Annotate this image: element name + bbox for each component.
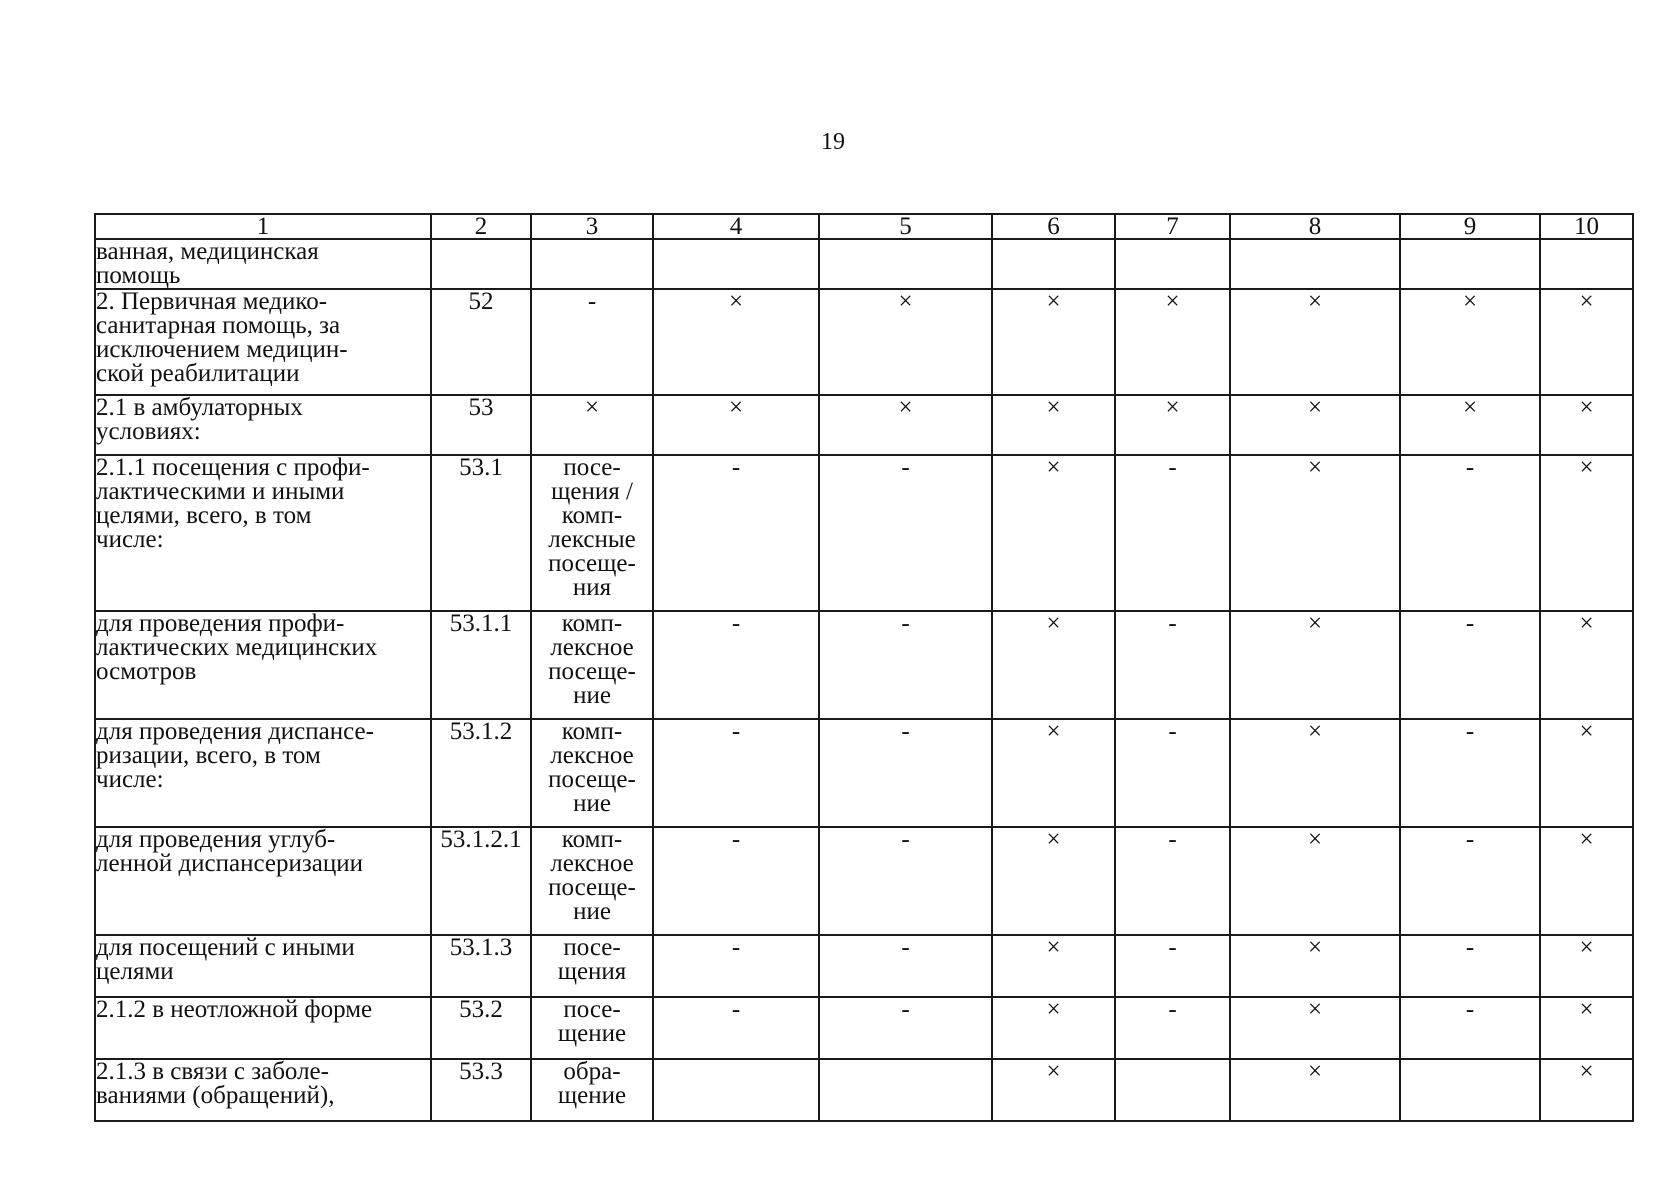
value-cell: [1400, 1059, 1540, 1121]
row-name-cell: для проведения углуб- ленной диспансеризации: [95, 827, 431, 935]
value-cell: ×: [1540, 719, 1633, 827]
value-cell: -: [653, 997, 819, 1059]
value-cell: ×: [992, 611, 1115, 719]
value-cell: ×: [1230, 455, 1400, 611]
row-name-cell: для посещений с иными целями: [95, 935, 431, 997]
value-cell: -: [819, 719, 992, 827]
table-row: [95, 827, 1633, 935]
value-cell: ×: [1230, 289, 1400, 395]
value-cell: [1540, 239, 1633, 289]
value-cell: [992, 239, 1115, 289]
row-code-cell: 53.1: [431, 455, 531, 611]
value-cell: ×: [1230, 719, 1400, 827]
value-cell: -: [653, 827, 819, 935]
value-cell: ×: [819, 395, 992, 455]
column-number: 2: [431, 214, 531, 239]
value-cell: ×: [1540, 827, 1633, 935]
value-cell: ×: [992, 395, 1115, 455]
value-cell: -: [1115, 827, 1230, 935]
value-cell: [653, 1059, 819, 1121]
row-unit-cell: посе- щение: [531, 997, 653, 1059]
value-cell: -: [653, 935, 819, 997]
value-cell: [1115, 239, 1230, 289]
value-cell: -: [819, 997, 992, 1059]
value-cell: -: [1115, 455, 1230, 611]
column-number: 5: [819, 214, 992, 239]
table-row: [95, 1059, 1633, 1121]
value-cell: ×: [992, 997, 1115, 1059]
header-row: [95, 214, 1633, 239]
row-unit-cell: комп- лексное посеще- ние: [531, 719, 653, 827]
value-cell: -: [1400, 827, 1540, 935]
value-cell: -: [1115, 719, 1230, 827]
row-unit-cell: [531, 239, 653, 289]
page-number: 19: [821, 129, 845, 155]
row-unit-cell: -: [531, 289, 653, 395]
row-name-cell: для проведения диспансе- ризации, всего, в том числе:: [95, 719, 431, 827]
row-name-cell: 2.1.1 посещения с профи- лактическими и иными целями, всего, в том числе:: [95, 455, 431, 611]
column-number: 7: [1115, 214, 1230, 239]
row-code-cell: 53.1.2.1: [431, 827, 531, 935]
value-cell: ×: [992, 1059, 1115, 1121]
table-row: [95, 289, 1633, 395]
row-code-cell: 53.3: [431, 1059, 531, 1121]
column-number: 10: [1540, 214, 1633, 239]
value-cell: -: [1400, 719, 1540, 827]
data-table: [94, 213, 1634, 1122]
value-cell: ×: [1540, 455, 1633, 611]
value-cell: -: [653, 455, 819, 611]
value-cell: ×: [992, 935, 1115, 997]
column-number: 4: [653, 214, 819, 239]
value-cell: ×: [1230, 611, 1400, 719]
row-name-cell: 2.1.2 в неотложной форме: [95, 997, 431, 1059]
value-cell: ×: [1540, 395, 1633, 455]
value-cell: -: [1400, 935, 1540, 997]
value-cell: ×: [1115, 289, 1230, 395]
column-number: 1: [95, 214, 431, 239]
value-cell: ×: [819, 289, 992, 395]
value-cell: [819, 239, 992, 289]
value-cell: -: [1400, 997, 1540, 1059]
value-cell: [1230, 239, 1400, 289]
value-cell: ×: [1230, 1059, 1400, 1121]
row-code-cell: 53.1.2: [431, 719, 531, 827]
row-code-cell: 53: [431, 395, 531, 455]
value-cell: ×: [1230, 935, 1400, 997]
value-cell: ×: [992, 455, 1115, 611]
value-cell: ×: [1540, 611, 1633, 719]
column-number: 9: [1400, 214, 1540, 239]
value-cell: -: [1400, 611, 1540, 719]
row-unit-cell: комп- лексное посеще- ние: [531, 611, 653, 719]
value-cell: -: [1115, 935, 1230, 997]
row-code-cell: [431, 239, 531, 289]
row-name-cell: 2.1 в амбулаторных условиях:: [95, 395, 431, 455]
row-name-cell: для проведения профи- лактических медицинских осмотров: [95, 611, 431, 719]
row-unit-cell: ×: [531, 395, 653, 455]
value-cell: -: [819, 935, 992, 997]
value-cell: -: [653, 719, 819, 827]
row-code-cell: 53.1.3: [431, 935, 531, 997]
value-cell: ×: [1540, 997, 1633, 1059]
value-cell: ×: [992, 827, 1115, 935]
table-row: [95, 611, 1633, 719]
row-unit-cell: посе- щения: [531, 935, 653, 997]
value-cell: -: [1400, 455, 1540, 611]
value-cell: ×: [992, 289, 1115, 395]
value-cell: -: [819, 455, 992, 611]
value-cell: ×: [653, 289, 819, 395]
value-cell: ×: [1540, 1059, 1633, 1121]
value-cell: -: [653, 611, 819, 719]
row-unit-cell: комп- лексное посеще- ние: [531, 827, 653, 935]
row-name-cell: 2.1.3 в связи с заболе- ваниями (обращений),: [95, 1059, 431, 1121]
value-cell: ×: [1540, 935, 1633, 997]
row-code-cell: 53.2: [431, 997, 531, 1059]
value-cell: ×: [1230, 395, 1400, 455]
value-cell: [653, 239, 819, 289]
value-cell: ×: [653, 395, 819, 455]
value-cell: ×: [1230, 997, 1400, 1059]
row-code-cell: 52: [431, 289, 531, 395]
value-cell: -: [819, 827, 992, 935]
table-row: [95, 455, 1633, 611]
column-number: 8: [1230, 214, 1400, 239]
value-cell: ×: [1540, 289, 1633, 395]
value-cell: -: [1115, 997, 1230, 1059]
value-cell: ×: [1115, 395, 1230, 455]
row-code-cell: 53.1.1: [431, 611, 531, 719]
table-row: [95, 997, 1633, 1059]
table-row: [95, 395, 1633, 455]
value-cell: ×: [1400, 395, 1540, 455]
value-cell: [1115, 1059, 1230, 1121]
row-unit-cell: обра- щение: [531, 1059, 653, 1121]
column-number: 6: [992, 214, 1115, 239]
table-row: [95, 935, 1633, 997]
row-name-cell: 2. Первичная медико- санитарная помощь, за исключением медицин- ской реабилитации: [95, 289, 431, 395]
value-cell: -: [819, 611, 992, 719]
value-cell: ×: [1230, 827, 1400, 935]
value-cell: ×: [1400, 289, 1540, 395]
column-number: 3: [531, 214, 653, 239]
value-cell: [819, 1059, 992, 1121]
row-name-cell: ванная, медицинская помощь: [95, 239, 431, 289]
table-row: [95, 719, 1633, 827]
row-unit-cell: посе- щения / комп- лексные посеще- ния: [531, 455, 653, 611]
value-cell: [1400, 239, 1540, 289]
value-cell: -: [1115, 611, 1230, 719]
table-row: [95, 239, 1633, 289]
value-cell: ×: [992, 719, 1115, 827]
